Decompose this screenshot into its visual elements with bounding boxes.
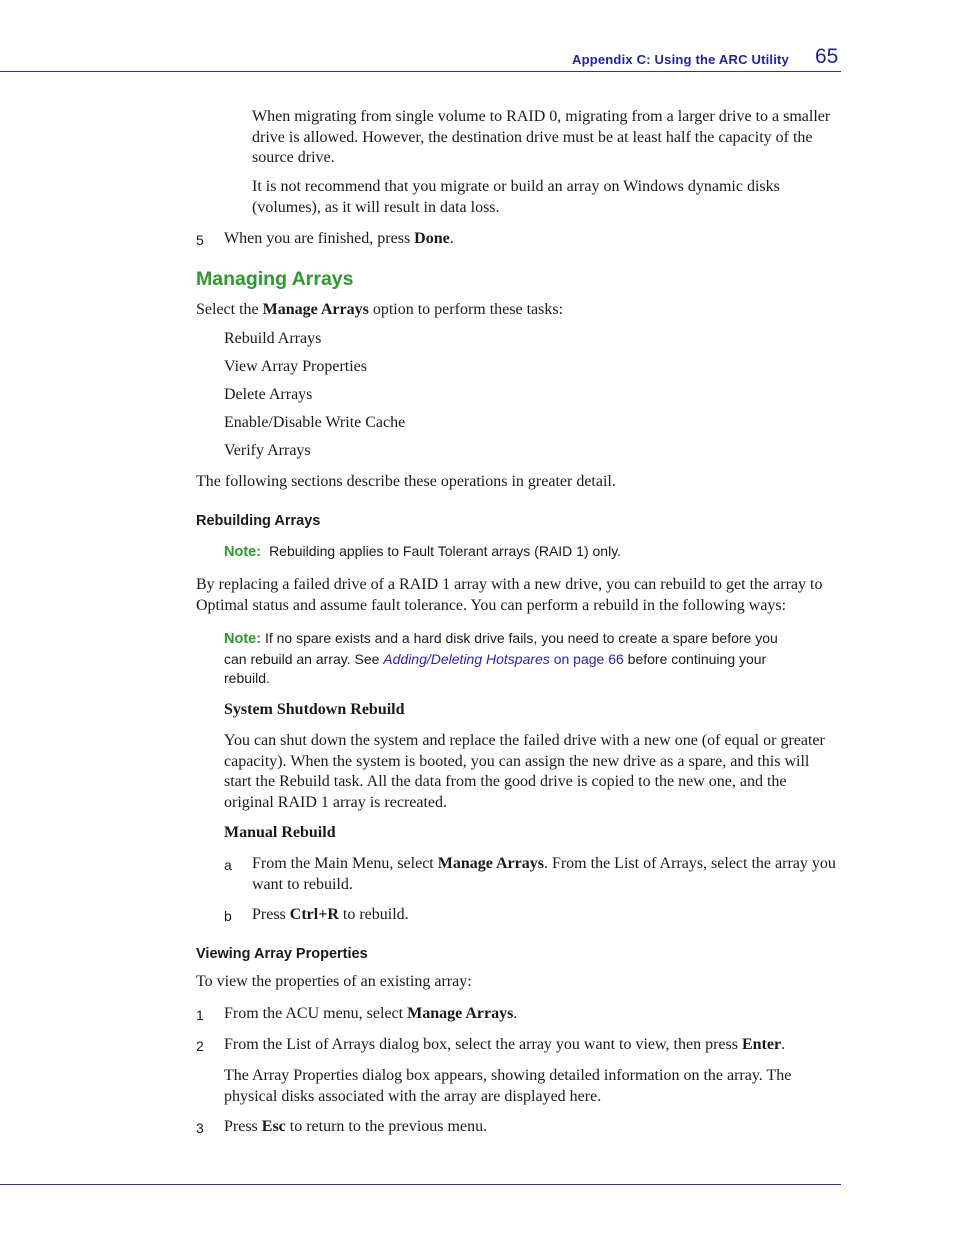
rebuild-paragraph: By replacing a failed drive of a RAID 1 array with a new drive, you can rebuild to get the array to Optimal status and assume fault tolerance. You can perform a rebuild in the following ways: [196, 576, 823, 614]
step-letter: a [224, 857, 232, 873]
step-number: 1 [196, 1007, 204, 1023]
step-2-text: From the List of Arrays dialog box, select the array you want to view, then press Enter. [224, 1036, 786, 1053]
manual-rebuild-heading: Manual Rebuild [224, 824, 336, 841]
note-label: Note: [224, 631, 262, 647]
task-item: Enable/Disable Write Cache [224, 414, 406, 431]
rebuilding-arrays-heading: Rebuilding Arrays [196, 513, 321, 529]
managing-arrays-heading: Managing Arrays [196, 268, 354, 290]
migration-paragraph: When migrating from single volume to RAID 0, migrating from a larger drive to a smaller drive is allowed. However, the destination drive must be at least half the capacity of the source drive. [252, 108, 831, 166]
managing-intro: Select the Manage Arrays option to perform these tasks: [196, 301, 564, 318]
step-number: 2 [196, 1038, 204, 1054]
hotspares-link[interactable]: Adding/Deleting Hotspares on page 66 [383, 650, 624, 667]
step-5-text: When you are finished, press Done. [224, 230, 454, 247]
step-3-text: Press Esc to return to the previous menu. [224, 1118, 488, 1135]
footer-rule [0, 1184, 841, 1185]
task-item: Delete Arrays [224, 386, 313, 403]
task-item: Rebuild Arrays [224, 330, 322, 347]
step-number: 5 [196, 232, 204, 248]
header-rule [0, 71, 841, 72]
system-shutdown-heading: System Shutdown Rebuild [224, 701, 405, 718]
note-rebuild-scope: Note: Rebuilding applies to Fault Tolerant arrays (RAID 1) only. [224, 543, 622, 560]
step-letter: b [224, 908, 232, 924]
running-head: Appendix C: Using the ARC Utility [571, 52, 789, 67]
system-shutdown-text: You can shut down the system and replace the failed drive with a new one (of equal or greater capacity). When the system is booted, you can assign the new drive as a spare, and this will start the Rebuild task. All the data from the good drive is copied to the new one, and the original RAID 1 array is recreated. [224, 732, 825, 811]
page-number: 65 [815, 45, 839, 68]
step-2-detail: The Array Properties dialog box appears, showing detailed information on the array. The physical disks associated with the array are displayed here. [224, 1067, 792, 1105]
step-1-text: From the ACU menu, select Manage Arrays. [224, 1005, 518, 1022]
viewing-array-properties-heading: Viewing Array Properties [196, 946, 368, 962]
step-a-text: From the Main Menu, select Manage Arrays. From the List of Arrays, select the array you want to rebuild. [252, 855, 836, 893]
viewing-intro: To view the properties of an existing array: [196, 973, 472, 990]
task-item: View Array Properties [224, 358, 367, 375]
task-item: Verify Arrays [224, 442, 311, 459]
managing-closing: The following sections describe these operations in greater detail. [196, 473, 616, 490]
dynamic-disks-paragraph: It is not recommend that you migrate or build an array on Windows dynamic disks (volumes), as it will result in data loss. [252, 178, 780, 216]
step-number: 3 [196, 1120, 204, 1136]
note-label: Note: [224, 544, 262, 560]
step-b-text: Press Ctrl+R to rebuild. [252, 906, 409, 923]
note-spare: Note: If no spare exists and a hard disk drive fails, you need to create a spare before you can rebuild an array. See Adding/Deleting Hotspares on page 66 before continuing your rebuild. [224, 630, 778, 686]
